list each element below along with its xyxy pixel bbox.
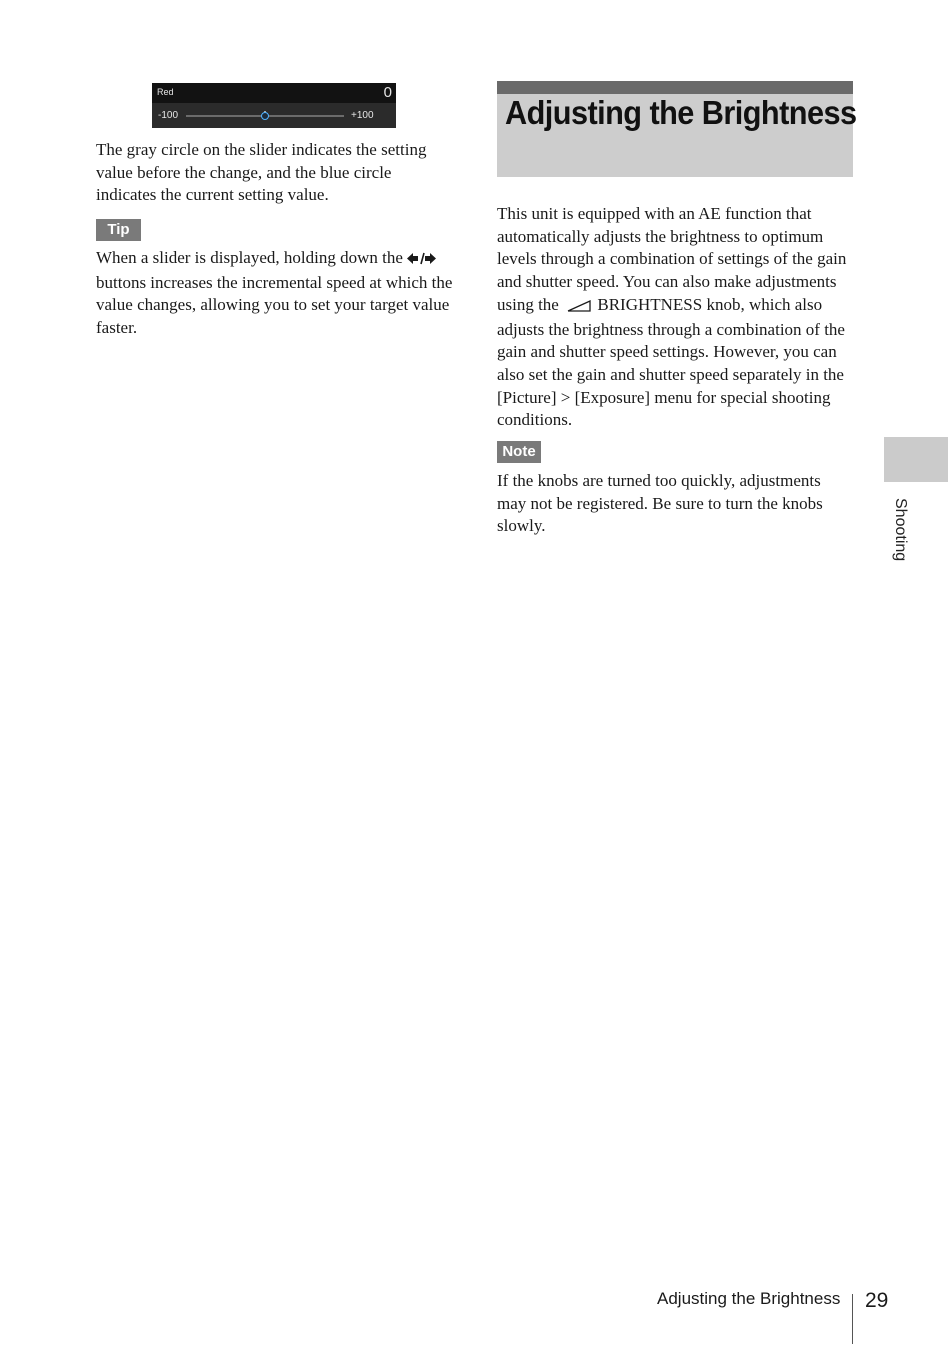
slider-name: Red xyxy=(157,87,174,97)
brightness-knob-icon xyxy=(567,296,591,319)
left-right-arrow-buttons-icon xyxy=(407,249,436,272)
tip-text-end: buttons increases the incremental speed at which the value changes, allowing you to set your target value faster. xyxy=(96,272,453,338)
slider-max-label: +100 xyxy=(351,110,374,121)
tip-badge: Tip xyxy=(96,219,141,241)
side-tab-label: Shooting xyxy=(892,498,909,562)
slider-screen xyxy=(152,83,396,128)
note-text: If the knobs are turned too quickly, adjustments may not be registered. Be sure to turn the knobs slowly. xyxy=(497,471,823,536)
slider-description: The gray circle on the slider indicates the setting value before the change, and the blue circle indicates the current setting value. xyxy=(96,140,427,205)
slider-header xyxy=(152,83,396,103)
slider-value: 0 xyxy=(383,84,392,101)
footer-divider xyxy=(852,1294,853,1344)
side-tab xyxy=(884,437,948,482)
page-title: Adjusting the Brightness xyxy=(505,94,857,131)
section-body xyxy=(497,203,859,432)
page-number: 29 xyxy=(865,1289,889,1312)
slider-min-label: -100 xyxy=(158,110,179,121)
slider-current-marker xyxy=(261,112,269,120)
tip-text-start: When a slider is displayed, holding down the xyxy=(96,248,403,267)
footer-section-title: Adjusting the Brightness xyxy=(657,1289,841,1308)
section-body-start: This unit is equipped with an AE function that automatically adjusts the brightness to optimum levels through a combination of settings of the gain and shutter speed. You can also make adjustments using the xyxy=(497,204,847,314)
tip-text xyxy=(96,247,456,340)
section-body-end: BRIGHTNESS knob, which also adjusts the brightness through a combination of the gain and shutter speed settings. However, you can also set the gain and shutter speed separately in the [Picture] > [Exposure] menu for special shooting conditions. xyxy=(497,294,845,430)
note-badge: Note xyxy=(497,441,541,463)
